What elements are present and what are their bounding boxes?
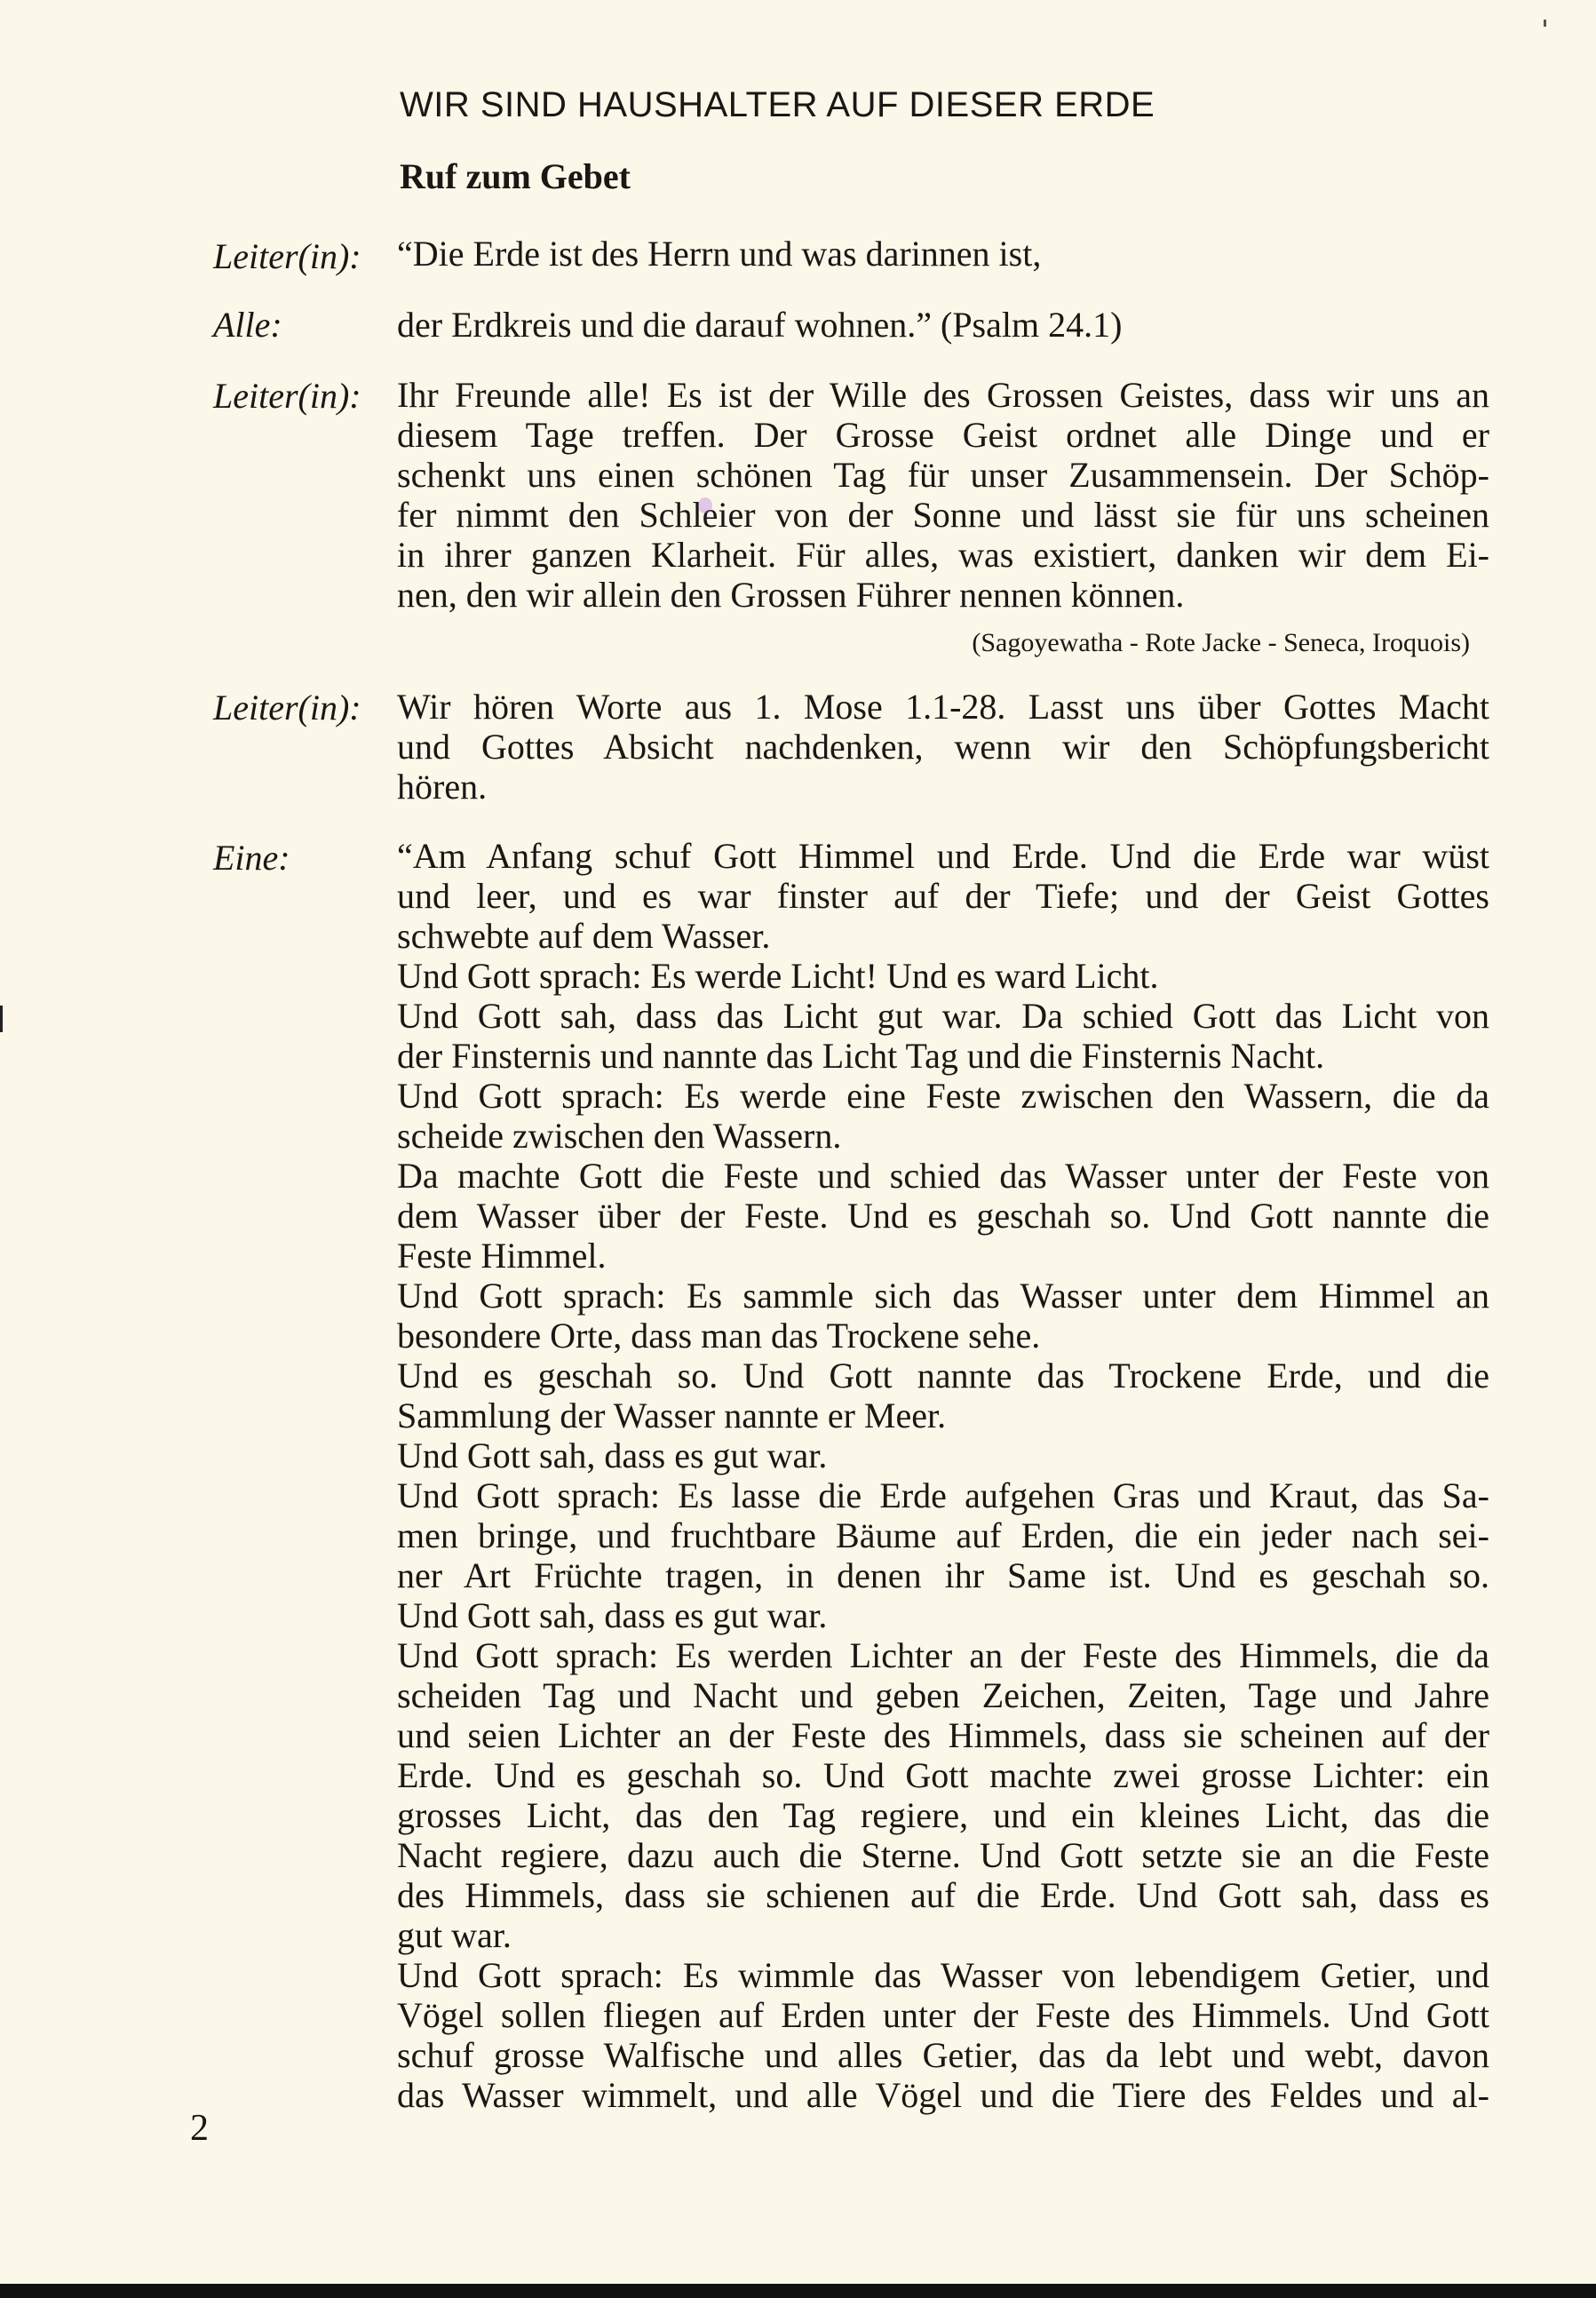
text-line: ner Art Früchte tragen, in denen ihr Same ist. Und es geschah so.: [397, 1555, 1489, 1595]
speaker-text: [397, 687, 1489, 807]
text-line: und seien Lichter an der Feste des Himmels, dass sie scheinen auf der: [397, 1715, 1489, 1755]
speaker-label: Leiter(in):: [213, 236, 361, 276]
text-line: diesem Tage treffen. Der Grosse Geist ordnet alle Dinge und er: [397, 415, 1489, 455]
speaker-label: Alle:: [213, 305, 282, 345]
text-line: Und Gott sah, dass es gut war.: [397, 1595, 828, 1635]
text-line: schuf grosse Walfische und alles Getier, das da lebt und webt, davon: [397, 2035, 1489, 2075]
text-line: dem Wasser über der Feste. Und es geschah so. Und Gott nannte die: [397, 1196, 1489, 1236]
page-number: 2: [190, 2108, 209, 2149]
speaker-text: [397, 375, 1489, 615]
text-line: Und es geschah so. Und Gott nannte das Trockene Erde, und die: [397, 1356, 1489, 1395]
text-line: “Die Erde ist des Herrn und was darinnen ist,: [397, 234, 1042, 274]
text-line: Feste Himmel.: [397, 1236, 607, 1276]
text-line: und leer, und es war finster auf der Tiefe; und der Geist Gottes: [397, 876, 1489, 916]
text-line: Nacht regiere, dazu auch die Sterne. Und Gott setzte sie an die Feste: [397, 1835, 1489, 1875]
text-line: Und Gott sprach: Es lasse die Erde aufgehen Gras und Kraut, das Sa-: [397, 1475, 1489, 1515]
text-line: besondere Orte, dass man das Trockene sehe.: [397, 1316, 1041, 1356]
speaker-text: [397, 234, 1489, 274]
text-line: schenkt uns einen schönen Tag für unser Zusammensein. Der Schöp-: [397, 455, 1489, 495]
text-line: Und Gott sprach: Es sammle sich das Wasser unter dem Himmel an: [397, 1276, 1489, 1316]
attribution: (Sagoyewatha - Rote Jacke - Seneca, Iroquois): [972, 628, 1470, 657]
text-line: scheide zwischen den Wassern.: [397, 1116, 842, 1156]
text-line: grosses Licht, das den Tag regiere, und ein kleines Licht, das die: [397, 1795, 1489, 1835]
scan-mark: [1544, 20, 1546, 27]
text-line: des Himmels, dass sie schienen auf die Erde. Und Gott sah, dass es: [397, 1875, 1489, 1915]
section-heading: Ruf zum Gebet: [400, 156, 631, 196]
text-line: hören.: [397, 767, 488, 807]
text-line: das Wasser wimmelt, und alle Vögel und die Tiere des Feldes und al-: [397, 2075, 1489, 2115]
text-line: nen, den wir allein den Grossen Führer nennen können.: [397, 575, 1185, 615]
speaker-label: Leiter(in):: [213, 376, 361, 416]
text-line: Sammlung der Wasser nannte er Meer.: [397, 1395, 947, 1435]
ink-blot: [698, 497, 712, 513]
text-line: Wir hören Worte aus 1. Mose 1.1-28. Lasst uns über Gottes Macht: [397, 687, 1489, 727]
text-line: der Erdkreis und die darauf wohnen.” (Psalm 24.1): [397, 305, 1123, 345]
text-line: in ihrer ganzen Klarheit. Für alles, was existiert, danken wir dem Ei-: [397, 535, 1489, 575]
text-line: Ihr Freunde alle! Es ist der Wille des Grossen Geistes, dass wir uns an: [397, 375, 1489, 415]
text-line: “Am Anfang schuf Gott Himmel und Erde. Und die Erde war wüst: [397, 836, 1489, 876]
text-line: gut war.: [397, 1915, 512, 1955]
text-line: fer nimmt den Schleier von der Sonne und lässt sie für uns scheinen: [397, 495, 1489, 535]
text-line: Vögel sollen fliegen auf Erden unter der Feste des Himmels. Und Gott: [397, 1995, 1489, 2035]
text-line: Und Gott sprach: Es werden Lichter an der Feste des Himmels, die da: [397, 1635, 1489, 1675]
text-line: und Gottes Absicht nachdenken, wenn wir den Schöpfungsbericht: [397, 727, 1489, 767]
scan-bottom-edge: [0, 2284, 1596, 2298]
speaker-text: [397, 836, 1489, 2115]
text-line: Und Gott sprach: Es werde eine Feste zwischen den Wassern, die da: [397, 1076, 1489, 1116]
text-line: schwebte auf dem Wasser.: [397, 916, 771, 956]
scan-edge-mark: [0, 1006, 3, 1032]
text-line: Da machte Gott die Feste und schied das Wasser unter der Feste von: [397, 1156, 1489, 1196]
speaker-label: Leiter(in):: [213, 688, 361, 728]
text-line: Und Gott sprach: Es werde Licht! Und es ward Licht.: [397, 956, 1159, 996]
text-line: Und Gott sah, dass es gut war.: [397, 1435, 828, 1475]
page-title: WIR SIND HAUSHALTER AUF DIESER ERDE: [400, 85, 1155, 124]
speaker-label: Eine:: [213, 838, 290, 878]
text-line: der Finsternis und nannte das Licht Tag und die Finsternis Nacht.: [397, 1036, 1325, 1076]
speaker-text: [397, 305, 1489, 345]
text-line: Und Gott sah, dass das Licht gut war. Da schied Gott das Licht von: [397, 996, 1489, 1036]
text-line: Und Gott sprach: Es wimmle das Wasser von lebendigem Getier, und: [397, 1955, 1489, 1995]
text-line: men bringe, und fruchtbare Bäume auf Erden, die ein jeder nach sei-: [397, 1515, 1489, 1555]
text-line: scheiden Tag und Nacht und geben Zeichen, Zeiten, Tage und Jahre: [397, 1675, 1489, 1715]
text-line: Erde. Und es geschah so. Und Gott machte zwei grosse Lichter: ein: [397, 1755, 1489, 1795]
